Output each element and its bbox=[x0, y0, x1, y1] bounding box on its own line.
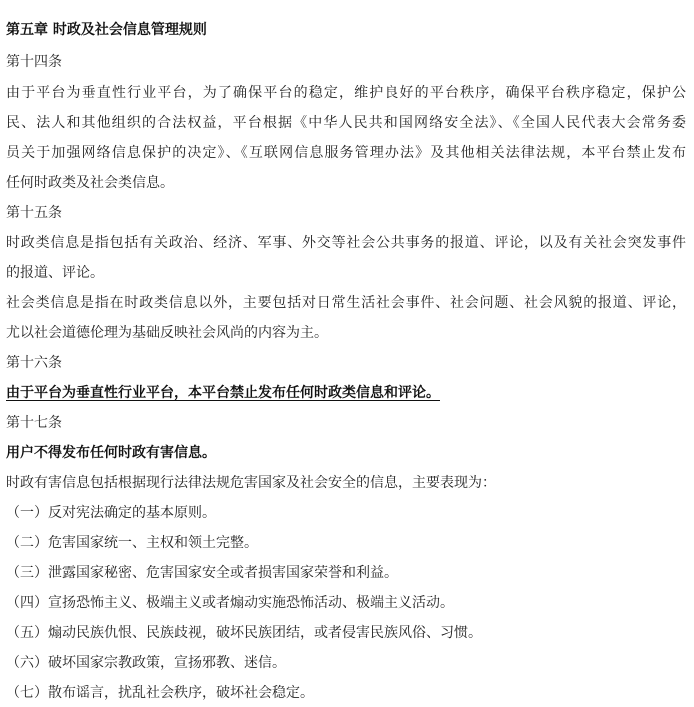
article-17-heading: 第十七条 bbox=[6, 415, 62, 431]
article-16-heading: 第十六条 bbox=[6, 355, 62, 371]
article-15-p2-line-2: 尤以社会道德伦理为基础反映社会风尚的内容为主。 bbox=[6, 325, 328, 341]
article-16-statement: 由于平台为垂直性行业平台，本平台禁止发布任何时政类信息和评论。 bbox=[6, 385, 440, 401]
article-14-line-3: 员关于加强网络信息保护的决定》、《互联网信息服务管理办法》及其他相关法律法规，本平台禁止发布 bbox=[6, 145, 686, 161]
list-item-3: （三）泄露国家秘密、危害国家安全或者损害国家荣誉和利益。 bbox=[6, 565, 398, 581]
article-14-line-4: 任何时政类及社会类信息。 bbox=[6, 175, 174, 191]
article-17-statement: 用户不得发布任何时政有害信息。 bbox=[6, 445, 216, 461]
list-item-6: （六）破坏国家宗教政策，宣扬邪教、迷信。 bbox=[6, 655, 286, 671]
chapter-title: 第五章 时政及社会信息管理规则 bbox=[6, 22, 207, 38]
article-14-line-1: 由于平台为垂直性行业平台，为了确保平台的稳定，维护良好的平台秩序，确保平台秩序稳定，保护公 bbox=[6, 85, 686, 101]
article-15-heading: 第十五条 bbox=[6, 205, 62, 221]
article-15-p1-line-2: 的报道、评论。 bbox=[6, 265, 104, 281]
list-item-7: （七）散布谣言，扰乱社会秩序，破坏社会稳定。 bbox=[6, 685, 314, 701]
article-17-intro: 时政有害信息包括根据现行法律法规危害国家及社会安全的信息，主要表现为： bbox=[6, 475, 496, 491]
list-item-2: （二）危害国家统一、主权和领土完整。 bbox=[6, 535, 258, 551]
list-item-1: （一）反对宪法确定的基本原则。 bbox=[6, 505, 216, 521]
article-15-p1-line-1: 时政类信息是指包括有关政治、经济、军事、外交等社会公共事务的报道、评论，以及有关社会突发事件 bbox=[6, 235, 686, 251]
article-15-p2-line-1: 社会类信息是指在时政类信息以外，主要包括对日常生活社会事件、社会问题、社会风貌的报道、评论， bbox=[6, 295, 686, 311]
list-item-5: （五）煽动民族仇恨、民族歧视，破坏民族团结，或者侵害民族风俗、习惯。 bbox=[6, 625, 482, 641]
article-14-line-2: 民、法人和其他组织的合法权益，平台根据《中华人民共和国网络安全法》、《全国人民代表大会常务委 bbox=[6, 115, 686, 131]
list-item-4: （四）宣扬恐怖主义、极端主义或者煽动实施恐怖活动、极端主义活动。 bbox=[6, 595, 454, 611]
article-14-heading: 第十四条 bbox=[6, 54, 62, 70]
